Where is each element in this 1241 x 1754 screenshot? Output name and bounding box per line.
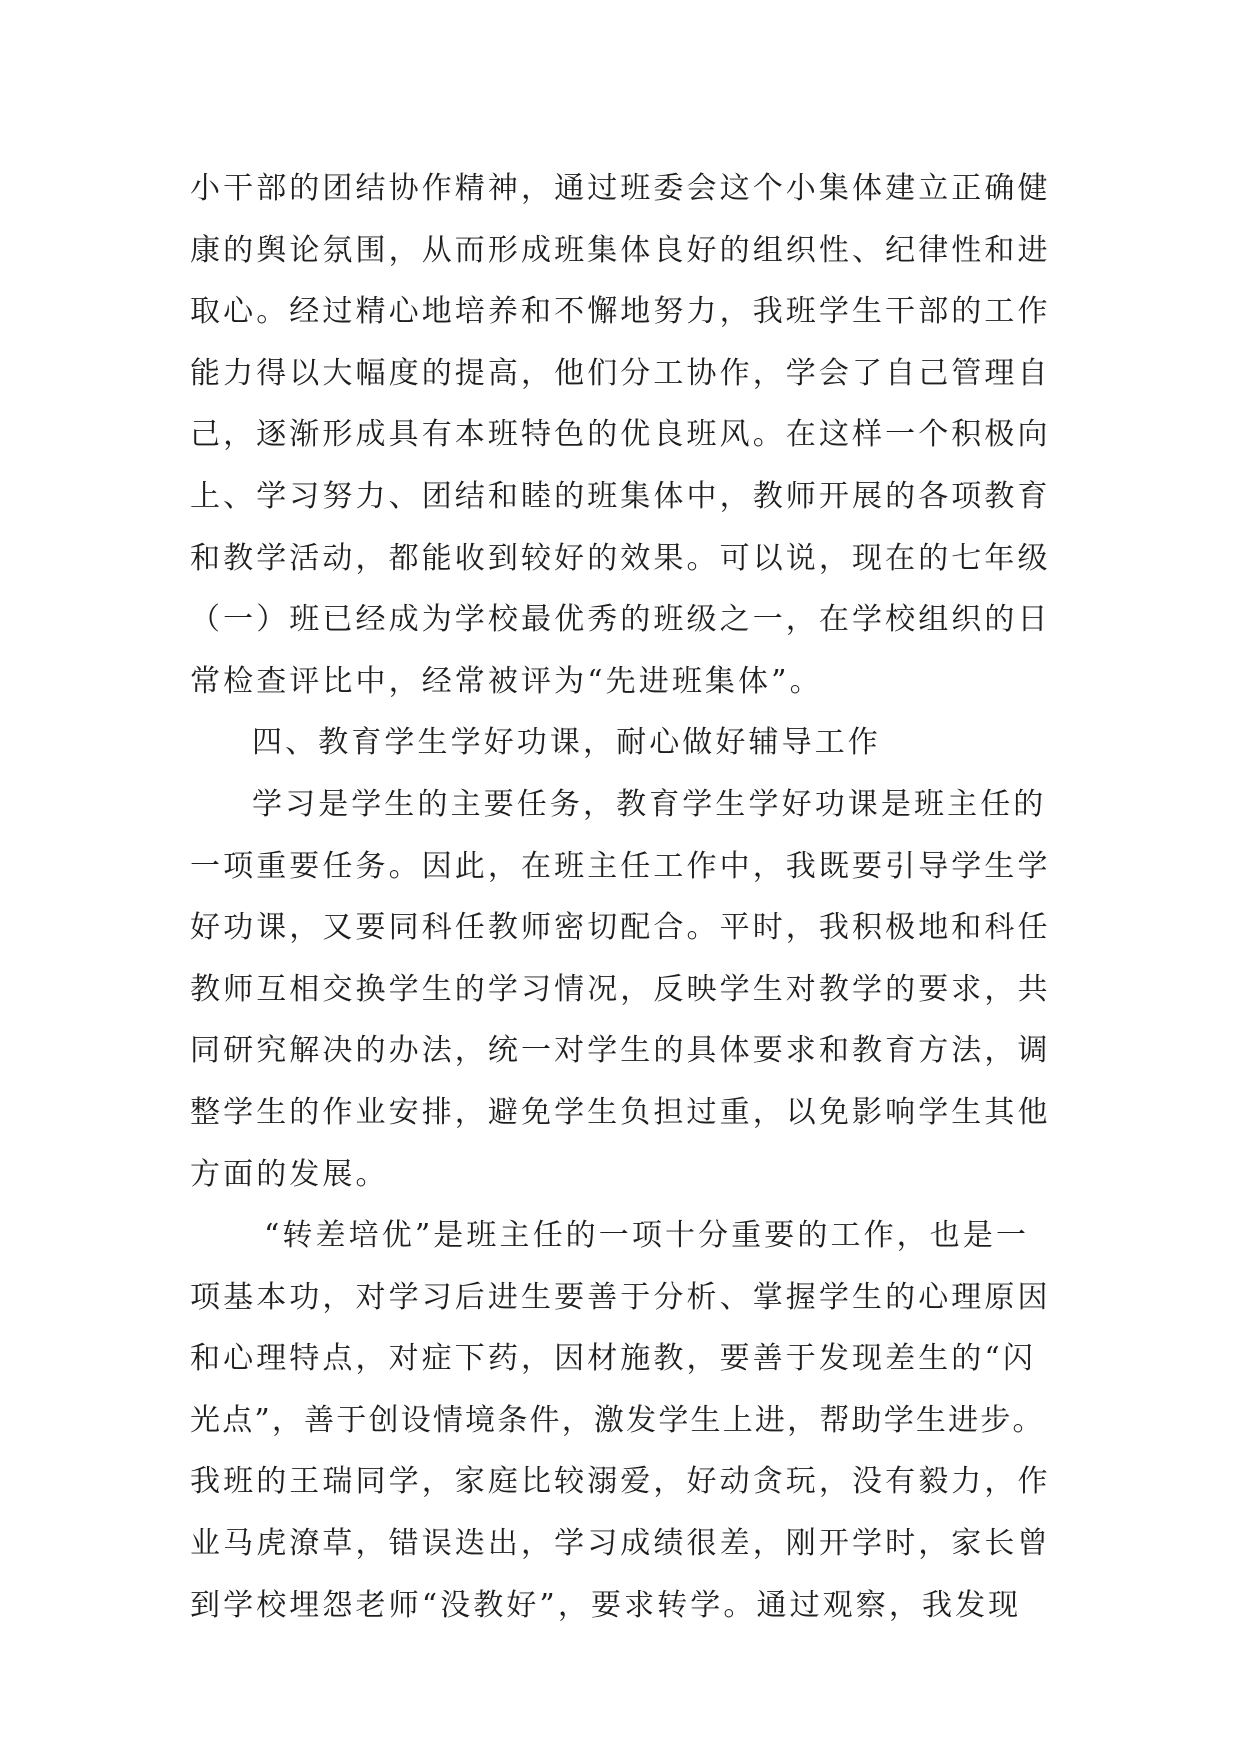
text-line-17: 方面的发展。 xyxy=(190,1156,389,1192)
text-line-13: 好功课，又要同科任教师密切配合。平时，我积极地和科任 xyxy=(190,910,1051,946)
text-line-11: 学习是学生的主要任务，教育学生学好功课是班主任的 xyxy=(252,786,1047,822)
text-line-8: （一）班已经成为学校最优秀的班级之一，在学校组织的日 xyxy=(190,602,1051,638)
text-line-19: 项基本功，对学习后进生要善于分析、掌握学生的心理原因 xyxy=(190,1279,1051,1315)
text-line-23: 业马虎潦草，错误迭出，学习成绩很差，刚开学时，家长曾 xyxy=(190,1526,1051,1562)
text-line-5: 己，逐渐形成具有本班特色的优良班风。在这样一个积极向 xyxy=(190,417,1051,453)
text-line-14: 教师互相交换学生的学习情况，反映学生对教学的要求，共 xyxy=(190,971,1051,1007)
text-line-4: 能力得以大幅度的提高，他们分工协作，学会了自己管理自 xyxy=(190,355,1051,391)
text-line-2: 康的舆论氛围，从而形成班集体良好的组织性、纪律性和进 xyxy=(190,232,1051,268)
section-heading: 四、教育学生学好功课，耐心做好辅导工作 xyxy=(252,725,881,761)
text-line-1: 小干部的团结协作精神，通过班委会这个小集体建立正确健 xyxy=(190,171,1051,206)
text-line-12: 一项重要任务。因此，在班主任工作中，我既要引导学生学 xyxy=(190,848,1051,884)
text-line-22: 我班的王瑞同学，家庭比较溺爱，好动贪玩，没有毅力，作 xyxy=(190,1464,1051,1500)
text-line-21: 光点”，善于创设情境条件，激发学生上进，帮助学生进步。 xyxy=(190,1402,1045,1438)
text-line-9: 常检查评比中，经常被评为“先进班集体”。 xyxy=(190,663,823,699)
text-line-6: 上、学习努力、团结和睦的班集体中，教师开展的各项教育 xyxy=(190,478,1051,514)
text-line-16: 整学生的作业安排，避免学生负担过重，以免影响学生其他 xyxy=(190,1094,1051,1130)
text-line-18: “转差培优”是班主任的一项十分重要的工作，也是一 xyxy=(264,1218,1030,1254)
text-line-24: 到学校埋怨老师“没教好”，要求转学。通过观察，我发现 xyxy=(190,1587,1022,1623)
document-body xyxy=(190,158,1070,1636)
text-line-7: 和教学活动，都能收到较好的效果。可以说，现在的七年级 xyxy=(190,540,1051,576)
text-line-15: 同研究解决的办法，统一对学生的具体要求和教育方法，调 xyxy=(190,1033,1051,1069)
text-line-20: 和心理特点，对症下药，因材施教，要善于发现差生的“闪 xyxy=(190,1341,1036,1377)
text-line-3: 取心。经过精心地培养和不懈地努力，我班学生干部的工作 xyxy=(190,294,1051,330)
